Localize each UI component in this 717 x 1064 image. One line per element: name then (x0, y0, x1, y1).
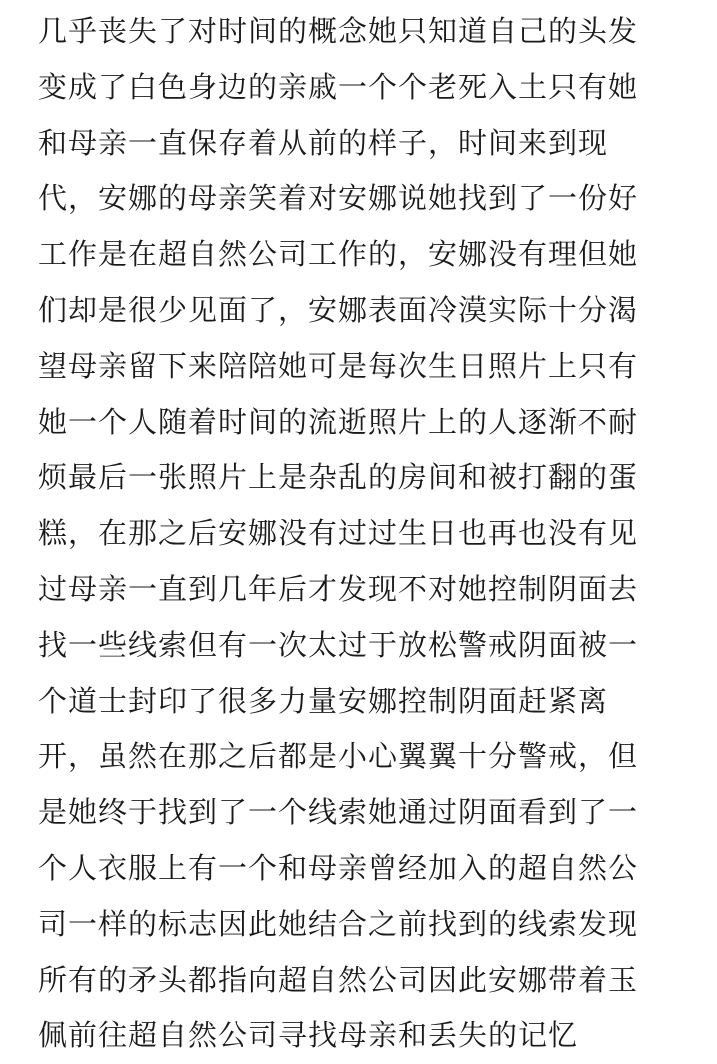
text-line-8: 她一个人随着时间的流逝照片上的人逐渐不耐 (38, 404, 639, 439)
text-line-14: 开，虽然在那之后都是小心翼翼十分警戒，但 (38, 739, 639, 774)
text-line-11: 过母亲一直到几年后才发现不对她控制阴面去 (38, 571, 639, 606)
text-line-16: 个人衣服上有一个和母亲曾经加入的超自然公 (38, 850, 639, 885)
text-line-15: 是她终于找到了一个线索她通过阴面看到了一 (38, 795, 639, 830)
text-line-12: 找一些线索但有一次太过于放松警戒阴面被一 (38, 627, 639, 662)
text-line-10: 糕，在那之后安娜没有过过生日也再也没有见 (38, 516, 639, 551)
text-line-13: 个道士封印了很多力量安娜控制阴面赶紧离 (38, 683, 609, 718)
handwritten-text-block (38, 4, 698, 1064)
text-line-19: 佩前往超自然公司寻找母亲和丢失的记忆 (38, 1018, 579, 1053)
text-line-3: 和母亲一直保存着从前的样子，时间来到现 (38, 125, 609, 160)
text-line-4: 代，安娜的母亲笑着对安娜说她找到了一份好 (38, 181, 639, 216)
text-line-2: 变成了白色身边的亲戚一个个老死入土只有她 (38, 69, 639, 104)
text-line-1: 几乎丧失了对时间的概念她只知道自己的头发 (38, 14, 639, 48)
text-line-17: 司一样的标志因此她结合之前找到的线索发现 (38, 906, 639, 941)
text-line-7: 望母亲留下来陪陪她可是每次生日照片上只有 (38, 348, 639, 383)
text-line-5: 工作是在超自然公司工作的，安娜没有理但她 (38, 237, 639, 272)
text-line-6: 们却是很少见面了，安娜表面冷漠实际十分渴 (38, 292, 639, 327)
text-line-9: 烦最后一张照片上是杂乱的房间和被打翻的蛋 (38, 460, 639, 495)
text-line-18: 所有的矛头都指向超自然公司因此安娜带着玉 (38, 962, 639, 997)
